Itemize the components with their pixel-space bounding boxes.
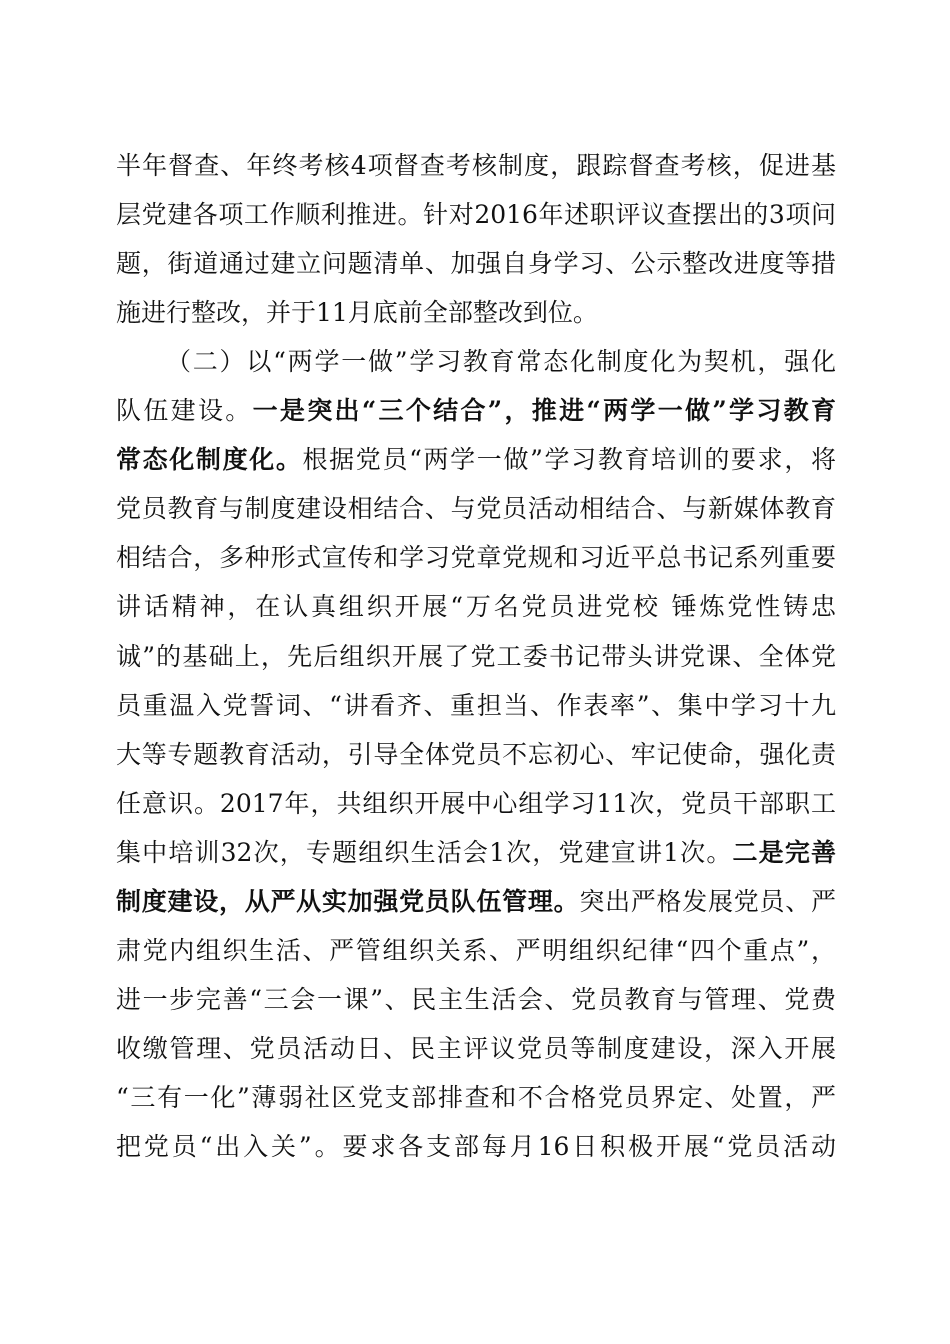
text-line (166, 344, 836, 380)
text-line (116, 197, 836, 233)
text-segment: 党员教育与制度建设相结合、与党员活动相结合、与新媒体教育 (116, 494, 836, 524)
bold-text-segment: 二是完善 (732, 837, 836, 867)
text-segment: 队伍建设。 (116, 396, 253, 426)
text-line (116, 1129, 836, 1165)
text-line (116, 1031, 836, 1067)
text-line (116, 982, 836, 1018)
text-line (116, 1080, 836, 1116)
text-segment: 员重温入党誓词、“讲看齐、重担当、作表率”、集中学习十九 (116, 690, 836, 720)
text-segment: 相结合，多种形式宣传和学习党章党规和习近平总书记系列重要 (116, 543, 836, 573)
text-segment: 把党员“出入关”。要求各支部每月16日积极开展“党员活动 (116, 1132, 836, 1161)
text-segment: 施进行整改，并于11月底前全部整改到位。 (116, 298, 598, 328)
text-segment: 诚”的基础上，先后组织开展了党工委书记带头讲党课、全体党 (116, 641, 836, 671)
text-line (116, 786, 836, 822)
text-segment: 收缴管理、党员活动日、民主评议党员等制度建设，深入开展 (116, 1033, 836, 1063)
text-segment: 大等专题教育活动，引导全体党员不忘初心、牢记使命，强化责 (116, 739, 836, 769)
text-segment: 集中培训32次，专题组织生活会1次，党建宣讲1次。 (116, 837, 733, 867)
text-segment: 题，街道通过建立问题清单、加强自身学习、公示整改进度等措 (116, 249, 836, 279)
text-segment: 突出严格发展党员、严 (579, 886, 836, 916)
text-segment: 进一步完善“三会一课”、民主生活会、党员教育与管理、党费 (116, 984, 836, 1014)
text-segment: 任意识。2017年，共组织开展中心组学习11次，党员干部职工 (116, 788, 836, 818)
text-line (116, 393, 836, 429)
text-line (116, 639, 836, 675)
text-segment: （二）以“两学一做”学习教育常态化制度化为契机，强化 (166, 347, 836, 377)
bold-text-segment: 一是突出“三个结合”，推进“两学一做”学习教育 (252, 396, 836, 426)
text-line (116, 933, 836, 969)
text-segment: 层党建各项工作顺利推进。针对2016年述职评议查摆出的3项问 (116, 200, 836, 230)
text-segment: 讲话精神，在认真组织开展“万名党员进党校 锤炼党性铸忠 (116, 592, 836, 622)
text-segment: 肃党内组织生活、严管组织关系、严明组织纪律“四个重点”， (116, 935, 836, 965)
text-line (116, 835, 836, 871)
text-line (116, 148, 836, 184)
text-line (116, 688, 836, 724)
text-line (116, 737, 836, 773)
text-line (116, 295, 836, 331)
text-line (116, 589, 836, 625)
bold-text-segment: 常态化制度化。 (116, 445, 303, 475)
text-line (116, 884, 836, 920)
text-line (116, 246, 836, 282)
text-segment: “三有一化”薄弱社区党支部排查和不合格党员界定、处置，严 (116, 1082, 836, 1112)
text-line (116, 491, 836, 527)
text-line (116, 540, 836, 576)
text-segment: 半年督查、年终考核4项督查考核制度，跟踪督查考核，促进基 (116, 151, 836, 180)
text-line (116, 442, 836, 478)
bold-text-segment: 制度建设，从严从实加强党员队伍管理。 (116, 886, 580, 916)
text-segment: 根据党员“两学一做”学习教育培训的要求，将 (302, 445, 836, 475)
